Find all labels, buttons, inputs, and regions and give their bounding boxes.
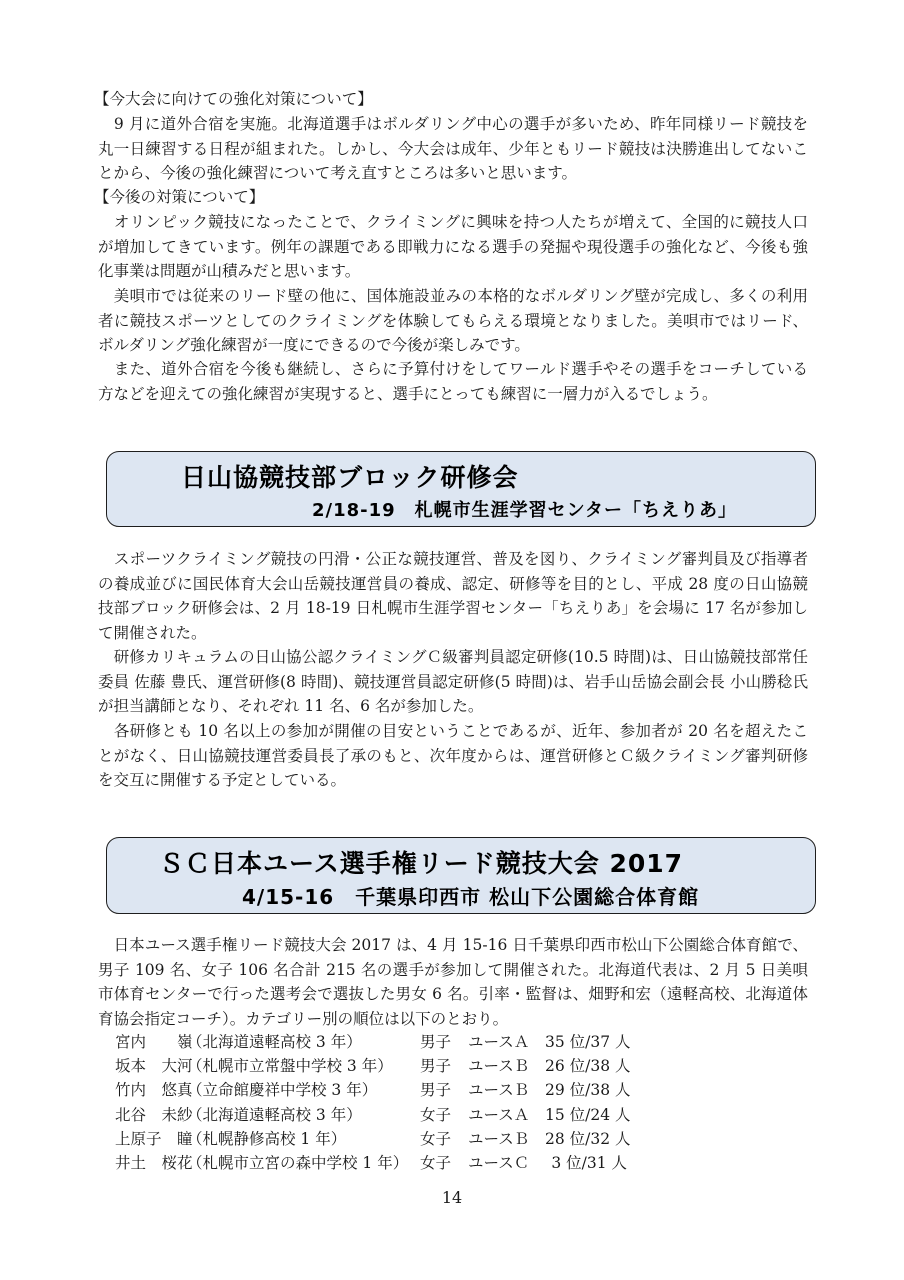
paragraph: 研修カリキュラムの日山協公認クライミングＣ級審判員認定研修(10.5 時間)は、日山協競技部常任委員 佐藤 豊氏、運営研修(8 時間)、競技運営員認定研修(5 時間)は、岩手山岳協会副会長 小山勝稔氏が担当講師となり、それぞれ 11 名、6 名が参加した。 bbox=[98, 648, 808, 716]
section-banner-block-seminar bbox=[106, 451, 816, 527]
athlete-sex: 男子 bbox=[420, 1081, 452, 1100]
athlete-name: 宮内 嶺 bbox=[115, 1033, 193, 1051]
athlete-rank: 3 位/31 人 bbox=[551, 1153, 627, 1172]
athlete-category: ユースＢ bbox=[468, 1129, 530, 1148]
roster-row bbox=[115, 1103, 655, 1127]
athlete-affiliation: （北海道遠軽高校 3 年） bbox=[187, 1105, 362, 1124]
paragraph: また、道外合宿を今後も継続し、さらに予算付けをしてワールド選手やその選手をコーチしている方などを迎えての強化練習が実現すると、選手にとっても練習に一層力が入るでしょう。 bbox=[98, 360, 808, 403]
athlete-category: ユースＢ bbox=[468, 1057, 530, 1076]
athlete-name: 上原子 瞳 bbox=[115, 1129, 193, 1148]
paragraph: スポーツクライミング競技の円滑・公正な競技運営、普及を図り、クライミング審判員及び指導者の養成並びに国民体育大会山岳競技運営員の養成、認定、研修等を目的とし、平成 28 度の日山協競技部ブロック研修会は、2 月 18-19 日札幌市生涯学習センター「ちえりあ」を会場に 17 名が参加して開催された。 bbox=[98, 550, 808, 642]
banner-subtitle: 2/18-19 札幌市生涯学習センター「ちえりあ」 bbox=[312, 500, 737, 521]
athlete-sex: 男子 bbox=[420, 1033, 452, 1051]
athlete-category: ユースＡ bbox=[468, 1105, 530, 1124]
section-heading-strengthening: 【今大会に向けての強化対策について】 bbox=[94, 90, 373, 108]
section-banner-youth-championship bbox=[106, 837, 816, 914]
paragraph: 日本ユース選手権リード競技大会 2017 は、4 月 15-16 日千葉県印西市松山下公園総合体育館で、男子 109 名、女子 106 名合計 215 名の選手が参加して開催された。北海道代表は、2 月 5 日美唄市体育センターで行った選考会で選抜した男女 6 名。引率・監督は、畑野和宏（遠軽高校、北海道体育協会指定コーチ）。カテゴリー別の順位は以下のとおり。 bbox=[98, 936, 808, 1028]
roster-row bbox=[115, 1127, 655, 1151]
athlete-name: 坂本 大河 bbox=[115, 1057, 193, 1076]
athlete-sex: 女子 bbox=[420, 1153, 452, 1172]
paragraph: 美唄市では従来のリード壁の他に、国体施設並みの本格的なボルダリング壁が完成し、多くの利用者に競技スポーツとしてのクライミングを体験してもらえる環境となりました。美唄市ではリード、ボルダリング強化練習が一度にできるので今後が楽しみです。 bbox=[98, 287, 808, 355]
athlete-name: 北谷 未紗 bbox=[115, 1105, 193, 1124]
athlete-sex: 女子 bbox=[420, 1105, 452, 1124]
page-number: 14 bbox=[441, 1188, 463, 1207]
results-roster bbox=[115, 1030, 655, 1175]
paragraph: 9 月に道外合宿を実施。北海道選手はボルダリング中心の選手が多いため、昨年同様リード競技を丸一日練習する日程が組まれた。しかし、今大会は成年、少年ともリード競技は決勝進出してないことから、今後の強化練習について考え直すところは多いと思います。 bbox=[98, 115, 808, 183]
athlete-category: ユースＡ bbox=[468, 1033, 530, 1051]
banner-subtitle: 4/15-16 千葉県印西市 松山下公園総合体育館 bbox=[242, 885, 700, 909]
section-heading-future: 【今後の対策について】 bbox=[94, 188, 265, 206]
athlete-affiliation: （立命館慶祥中学校 3 年） bbox=[187, 1081, 378, 1100]
athlete-category: ユースＣ bbox=[468, 1153, 530, 1172]
athlete-rank: 26 位/38 人 bbox=[545, 1057, 631, 1076]
banner-title: 日山協競技部ブロック研修会 bbox=[181, 463, 519, 492]
athlete-affiliation: （札幌市立宮の森中学校 1 年） bbox=[187, 1153, 409, 1172]
roster-row bbox=[115, 1078, 655, 1102]
athlete-sex: 男子 bbox=[420, 1057, 452, 1076]
athlete-rank: 29 位/38 人 bbox=[545, 1081, 631, 1100]
athlete-sex: 女子 bbox=[420, 1129, 452, 1148]
roster-row bbox=[115, 1054, 655, 1078]
roster-row bbox=[115, 1030, 655, 1054]
athlete-rank: 28 位/32 人 bbox=[545, 1129, 631, 1148]
paragraph: 各研修とも 10 名以上の参加が開催の目安ということであるが、近年、参加者が 20 名を超えたことがなく、日山協競技運営委員長了承のもと、次年度からは、運営研修とＣ級クライミング審判研修を交互に開催する予定としている。 bbox=[98, 722, 808, 790]
athlete-rank: 15 位/24 人 bbox=[545, 1105, 631, 1124]
athlete-name: 井土 桜花 bbox=[115, 1153, 193, 1172]
athlete-affiliation: （札幌市立常盤中学校 3 年） bbox=[187, 1057, 393, 1076]
athlete-affiliation: （北海道遠軽高校 3 年） bbox=[187, 1033, 362, 1051]
athlete-category: ユースＢ bbox=[468, 1081, 530, 1100]
paragraph: オリンピック競技になったことで、クライミングに興味を持つ人たちが増えて、全国的に競技人口が増加してきています。例年の課題である即戦力になる選手の発掘や現役選手の強化など、今後も強化事業は問題が山積みだと思います。 bbox=[98, 213, 808, 281]
athlete-rank: 35 位/37 人 bbox=[545, 1033, 631, 1051]
athlete-affiliation: （札幌静修高校 1 年） bbox=[187, 1129, 347, 1148]
athlete-name: 竹内 悠真 bbox=[115, 1081, 193, 1100]
roster-row bbox=[115, 1151, 655, 1175]
banner-title: ＳＣ日本ユース選手権リード競技大会 2017 bbox=[159, 849, 684, 878]
